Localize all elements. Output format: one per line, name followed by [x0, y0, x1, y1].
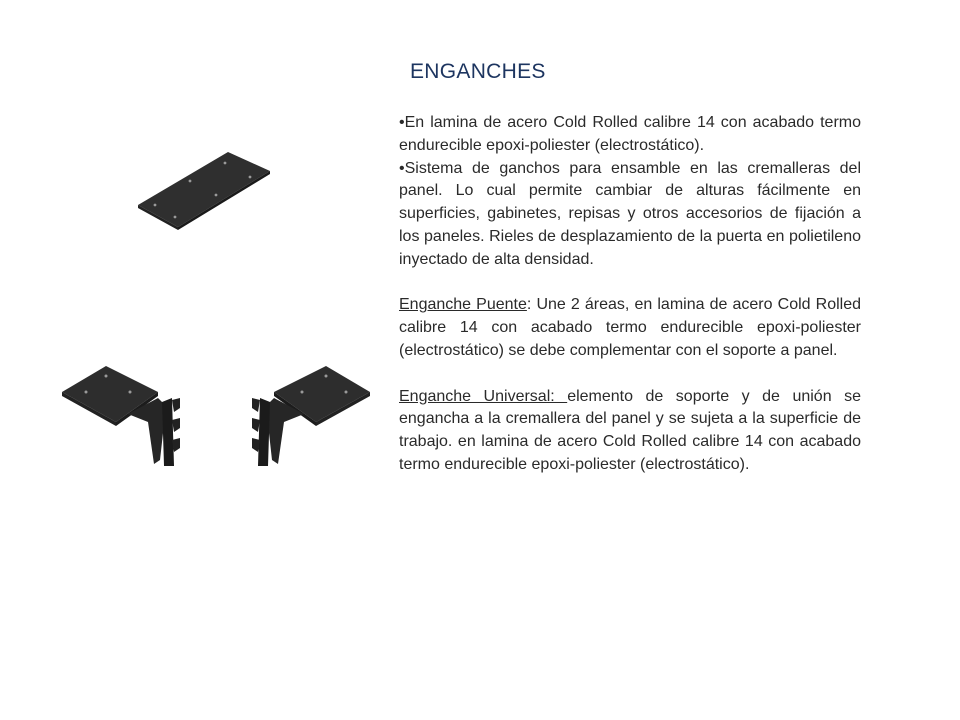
section-universal-heading: Enganche Universal: [399, 387, 568, 405]
section-puente-heading: Enganche Puente [399, 296, 527, 314]
paragraph-spacer [399, 363, 861, 386]
left-bracket-image [58, 362, 188, 470]
flat-plate-image [130, 145, 280, 235]
section-puente-body: : Une 2 áreas, en lamina de acero Cold Rolled calibre 14 con acabado termo endurecible epoxi-poliester (electrostático) se debe complementar con el soporte a panel. [399, 296, 862, 359]
right-bracket-image [244, 362, 374, 470]
section-puente [399, 294, 861, 362]
section-universal [399, 386, 861, 477]
paragraph-spacer [399, 272, 861, 295]
section-universal-body: elemento de soporte y de unión se engancha a la cremallera del panel y se sujeta a la superficie de trabajo. en lamina de acero Cold Rolled calibre 14 con acabado termo endurecible epoxi-poliester (electrostático). [399, 387, 861, 473]
page-title: ENGANCHES [410, 60, 546, 83]
description-block [399, 112, 861, 477]
bullet-material: •En lamina de acero Cold Rolled calibre 14 con acabado termo endurecible epoxi-poliester (electrostático). [399, 114, 861, 154]
bullet-hook-system: •Sistema de ganchos para ensamble en las cremalleras del panel. Lo cual permite cambiar de alturas fácilmente en superficies, gabinetes, repisas y otros accesorios de fijación a los paneles. Rieles de desplazamiento de la puerta en polietileno inyectado de alta densidad. [399, 159, 861, 268]
